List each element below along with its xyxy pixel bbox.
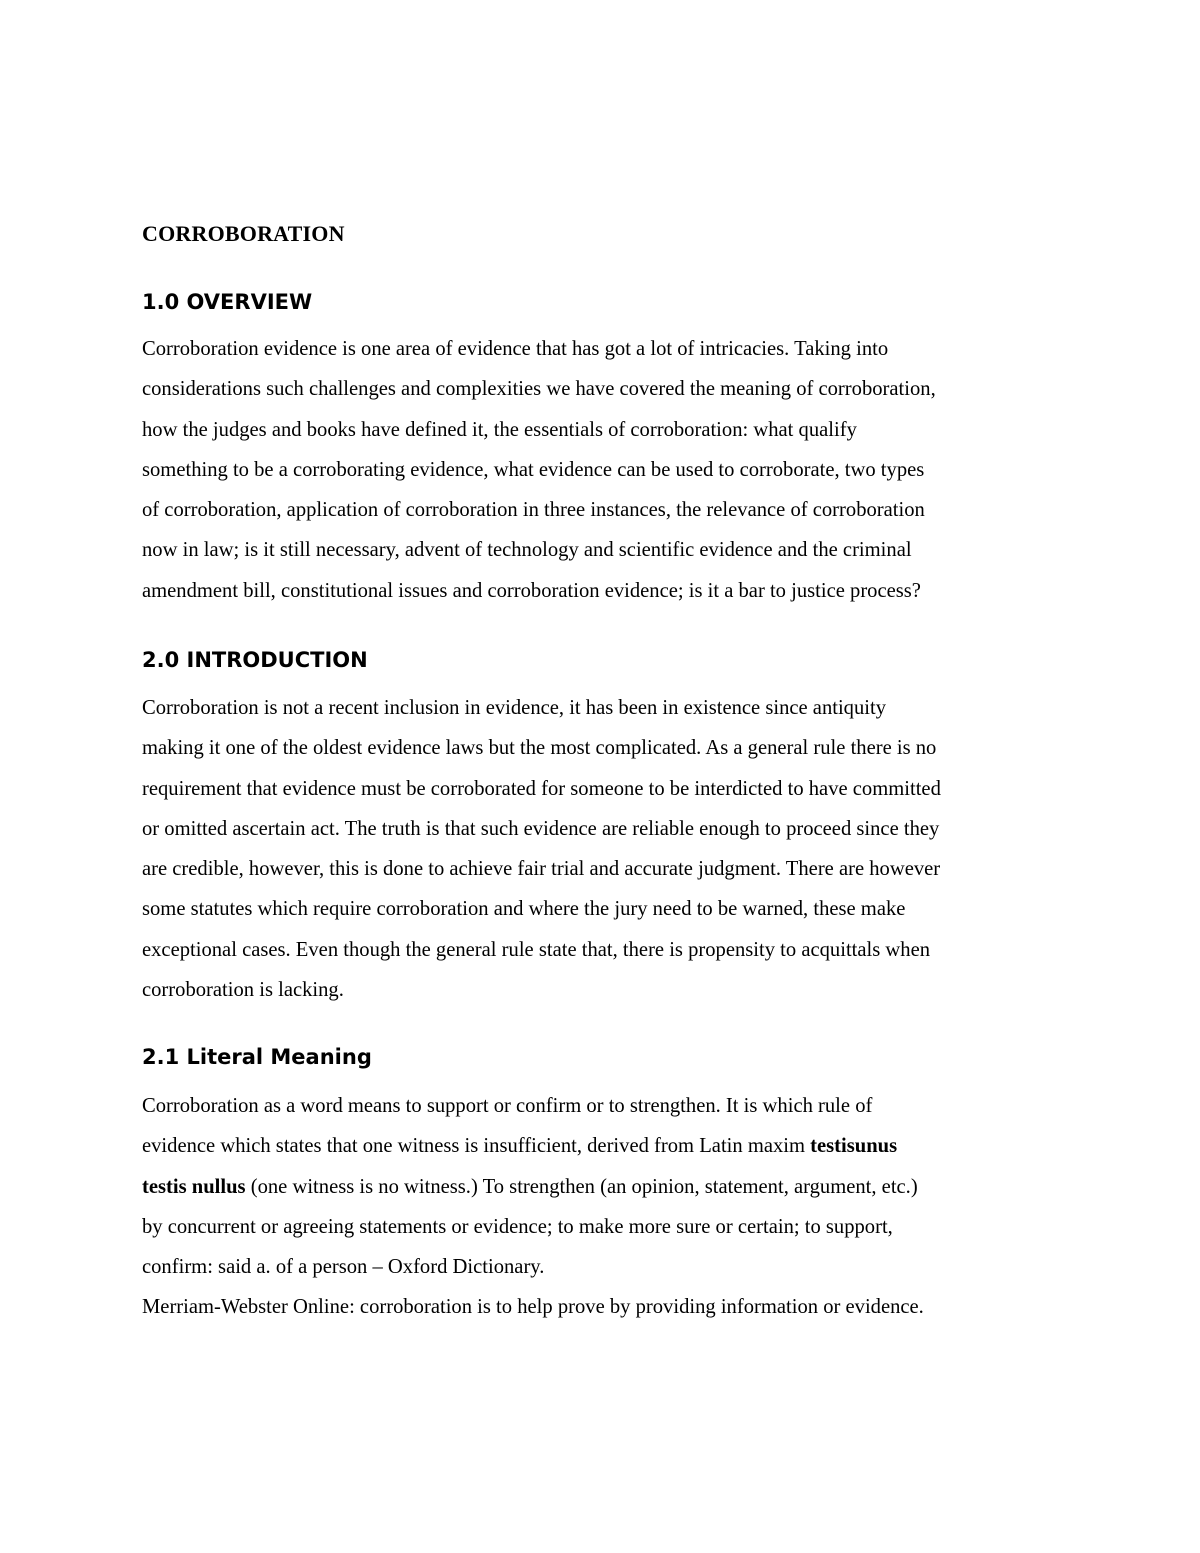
paragraph-line: considerations such challenges and complexities we have covered the meaning of corroboration, — [142, 378, 936, 401]
paragraph-line: something to be a corroborating evidence, what evidence can be used to corroborate, two types — [142, 458, 925, 481]
paragraph-line: confirm: said a. of a person – Oxford Dictionary. — [142, 1256, 545, 1279]
introduction-paragraph — [142, 688, 1062, 1010]
paragraph-line: some statutes which require corroboration and where the jury need to be warned, these make — [142, 898, 906, 921]
section-heading-introduction: 2.0 INTRODUCTION — [142, 648, 368, 672]
paragraph-line — [142, 1167, 1062, 1207]
section-heading-literal-meaning: 2.1 Literal Meaning — [142, 1045, 372, 1069]
paragraph-line: making it one of the oldest evidence laws but the most complicated. As a general rule there is no — [142, 737, 937, 760]
paragraph-line: or omitted ascertain act. The truth is that such evidence are reliable enough to proceed since they — [142, 817, 940, 840]
paragraph-line: of corroboration, application of corroboration in three instances, the relevance of corroboration — [142, 499, 925, 522]
paragraph-line: Corroboration as a word means to support or confirm or to strengthen. It is which rule of — [142, 1095, 873, 1117]
paragraph-line: are credible, however, this is done to achieve fair trial and accurate judgment. There are however — [142, 858, 941, 881]
paragraph-text: (one witness is no witness.) To strengthen (an opinion, statement, argument, etc.) — [245, 1175, 918, 1198]
paragraph-line: Corroboration evidence is one area of evidence that has got a lot of intricacies. Taking into — [142, 338, 889, 360]
overview-paragraph — [142, 329, 1062, 611]
document-title: CORROBORATION — [142, 221, 345, 246]
paragraph-line: now in law; is it still necessary, advent of technology and scientific evidence and the criminal — [142, 539, 912, 562]
literal-meaning-paragraph — [142, 1086, 1062, 1328]
paragraph-text: evidence which states that one witness is insufficient, derived from Latin maxim — [142, 1135, 811, 1158]
paragraph-line: corroboration is lacking. — [142, 979, 344, 1002]
latin-maxim-term: testis nullus — [142, 1175, 246, 1198]
paragraph-line: requirement that evidence must be corroborated for someone to be interdicted to have committed — [142, 777, 941, 800]
paragraph-line: exceptional cases. Even though the general rule state that, there is propensity to acquittals when — [142, 938, 931, 961]
paragraph-line: amendment bill, constitutional issues and corroboration evidence; is it a bar to justice process? — [142, 579, 921, 602]
paragraph-line: Corroboration is not a recent inclusion in evidence, it has been in existence since antiquity — [142, 697, 887, 719]
latin-maxim-term: testisunus — [810, 1135, 898, 1158]
paragraph-line — [142, 1126, 1062, 1166]
section-heading-overview: 1.0 OVERVIEW — [142, 290, 313, 314]
paragraph-line: Merriam-Webster Online: corroboration is to help prove by providing information or evidence. — [142, 1296, 924, 1319]
paragraph-line: by concurrent or agreeing statements or evidence; to make more sure or certain; to support, — [142, 1215, 893, 1238]
paragraph-line: how the judges and books have defined it, the essentials of corroboration: what qualify — [142, 418, 857, 441]
